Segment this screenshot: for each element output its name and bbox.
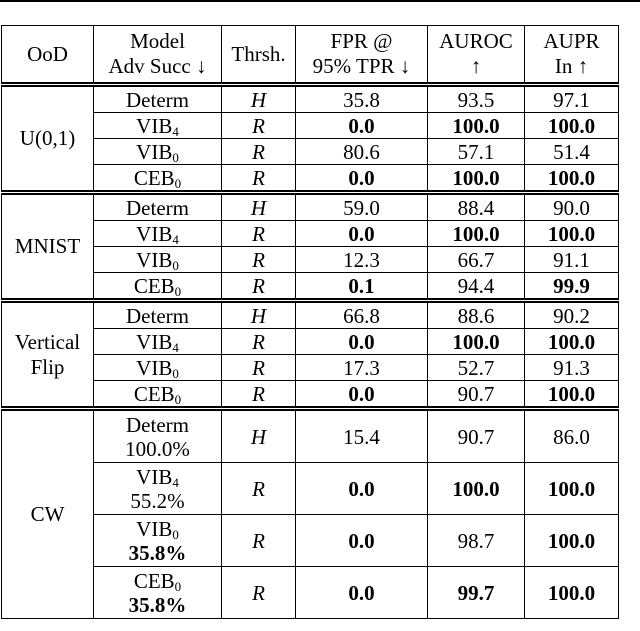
aupr-cell: 100.0 [525, 567, 619, 619]
auroc-cell: 88.4 [428, 193, 525, 221]
auroc-cell: 99.7 [428, 567, 525, 619]
auroc-cell: 94.4 [428, 273, 525, 301]
fpr-cell: 0.0 [296, 221, 428, 247]
auroc-cell: 100.0 [428, 329, 525, 355]
aupr-cell: 100.0 [525, 463, 619, 515]
thrsh-cell: R [222, 463, 296, 515]
auroc-cell: 100.0 [428, 221, 525, 247]
header-model: Model Adv Succ ↓ [94, 26, 222, 85]
model-cell: $VIB_0$ [94, 355, 222, 381]
adv-succ: 35.8% [128, 592, 187, 617]
auroc-cell: 93.5 [428, 85, 525, 113]
header-fpr: FPR @ 95% TPR ↓ [296, 26, 428, 85]
fpr-cell: 0.0 [296, 165, 428, 193]
auroc-cell: 100.0 [428, 463, 525, 515]
ood-cell: U(0,1) [2, 85, 94, 193]
header-aupr: AUPR In ↑ [525, 26, 619, 85]
adv-succ: 100.0% [125, 436, 190, 461]
auroc-cell: 57.1 [428, 139, 525, 165]
table-row [2, 301, 619, 329]
aupr-cell: 100.0 [525, 329, 619, 355]
model-cell: Determ [94, 85, 222, 113]
aupr-cell: 100.0 [525, 165, 619, 193]
table-row [2, 113, 619, 139]
aupr-cell: 100.0 [525, 381, 619, 409]
aupr-cell: 99.9 [525, 273, 619, 301]
auroc-cell: 90.7 [428, 409, 525, 463]
model-cell: $VIB_4$ 55.2% [94, 463, 222, 515]
aupr-cell: 100.0 [525, 515, 619, 567]
aupr-cell: 91.3 [525, 355, 619, 381]
thrsh-cell: H [222, 409, 296, 463]
thrsh-cell: R [222, 355, 296, 381]
adv-succ: 35.8% [128, 540, 187, 565]
thrsh-cell: R [222, 247, 296, 273]
auroc-cell: 66.7 [428, 247, 525, 273]
thrsh-cell: H [222, 85, 296, 113]
fpr-cell: 0.0 [296, 381, 428, 409]
table-row [2, 193, 619, 221]
thrsh-cell: R [222, 567, 296, 619]
header-row [2, 26, 619, 85]
fpr-cell: 12.3 [296, 247, 428, 273]
aupr-cell: 90.0 [525, 193, 619, 221]
aupr-cell: 86.0 [525, 409, 619, 463]
fpr-cell: 0.1 [296, 273, 428, 301]
thrsh-cell: R [222, 273, 296, 301]
fpr-cell: 80.6 [296, 139, 428, 165]
table-row [2, 221, 619, 247]
table-row [2, 355, 619, 381]
header-auroc: AUROC ↑ [428, 26, 525, 85]
model-cell: $VIB_4$ [94, 113, 222, 139]
fpr-cell: 17.3 [296, 355, 428, 381]
thrsh-cell: R [222, 381, 296, 409]
table-row [2, 463, 619, 515]
table-row [2, 567, 619, 619]
header-thrsh: Thrsh. [222, 26, 296, 85]
table-row [2, 515, 619, 567]
table-row [2, 85, 619, 113]
table-row [2, 273, 619, 301]
model-cell: $VIB_4$ [94, 329, 222, 355]
fpr-cell: 59.0 [296, 193, 428, 221]
auroc-cell: 100.0 [428, 165, 525, 193]
auroc-cell: 98.7 [428, 515, 525, 567]
model-cell: Determ [94, 301, 222, 329]
model-cell: $VIB_0$ 35.8% [94, 515, 222, 567]
thrsh-cell: R [222, 165, 296, 193]
thrsh-cell: R [222, 515, 296, 567]
auroc-cell: 90.7 [428, 381, 525, 409]
fpr-cell: 0.0 [296, 113, 428, 139]
top-rule [0, 0, 640, 2]
ood-cell: Vertical Flip [2, 301, 94, 409]
model-cell: Determ [94, 193, 222, 221]
table-row [2, 165, 619, 193]
table-row [2, 247, 619, 273]
aupr-cell: 90.2 [525, 301, 619, 329]
results-table [1, 25, 619, 619]
thrsh-cell: H [222, 301, 296, 329]
fpr-cell: 66.8 [296, 301, 428, 329]
adv-succ: 55.2% [130, 488, 185, 513]
thrsh-cell: R [222, 221, 296, 247]
fpr-cell: 35.8 [296, 85, 428, 113]
thrsh-cell: R [222, 113, 296, 139]
auroc-cell: 52.7 [428, 355, 525, 381]
fpr-cell: 15.4 [296, 409, 428, 463]
model-cell: Determ 100.0% [94, 409, 222, 463]
model-cell: $CEB_0$ 35.8% [94, 567, 222, 619]
thrsh-cell: H [222, 193, 296, 221]
model-cell: $CEB_0$ [94, 273, 222, 301]
fpr-cell: 0.0 [296, 329, 428, 355]
aupr-cell: 91.1 [525, 247, 619, 273]
model-cell: $VIB_4$ [94, 221, 222, 247]
table-row [2, 329, 619, 355]
table-row [2, 381, 619, 409]
auroc-cell: 88.6 [428, 301, 525, 329]
ood-cell: CW [2, 409, 94, 619]
header-ood: OoD [2, 26, 94, 85]
ood-cell: MNIST [2, 193, 94, 301]
aupr-cell: 51.4 [525, 139, 619, 165]
aupr-cell: 97.1 [525, 85, 619, 113]
fpr-cell: 0.0 [296, 463, 428, 515]
thrsh-cell: R [222, 139, 296, 165]
table-row [2, 139, 619, 165]
model-cell: $CEB_0$ [94, 381, 222, 409]
auroc-cell: 100.0 [428, 113, 525, 139]
model-cell: $CEB_0$ [94, 165, 222, 193]
thrsh-cell: R [222, 329, 296, 355]
model-cell: $VIB_0$ [94, 247, 222, 273]
model-cell: $VIB_0$ [94, 139, 222, 165]
aupr-cell: 100.0 [525, 221, 619, 247]
fpr-cell: 0.0 [296, 515, 428, 567]
table-row [2, 409, 619, 463]
aupr-cell: 100.0 [525, 113, 619, 139]
fpr-cell: 0.0 [296, 567, 428, 619]
